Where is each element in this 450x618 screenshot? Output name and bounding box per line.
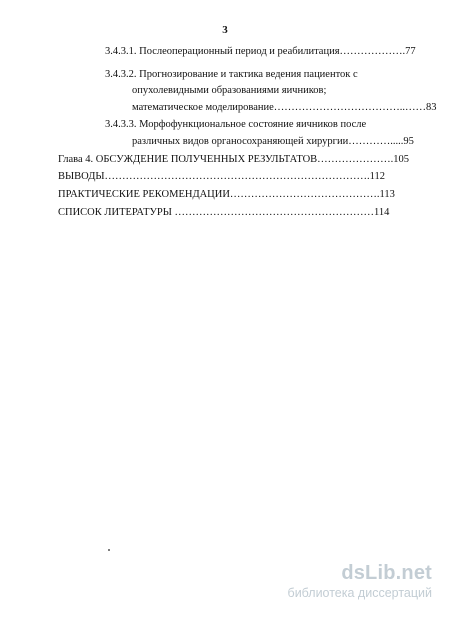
toc-entry-conclusions: ВЫВОДЫ………………………………………………………………….112 [58,171,386,182]
watermark [232,562,432,604]
toc-entry-3-4-3-2-cont1: опухолевидными образованиями яичников; [132,85,327,96]
toc-entry-chapter-4: Глава 4. ОБСУЖДЕНИЕ ПОЛУЧЕННЫХ РЕЗУЛЬТАТОВ………………….105 [58,154,410,165]
toc-entry-3-4-3-3-cont: различных видов органосохраняющей хирургии………….....95 [132,136,414,147]
watermark-logo: dsLib.net [341,562,432,584]
toc-entry-3-4-3-1: 3.4.3.1. Послеоперационный период и реабилитация……………….77 [105,46,416,57]
toc-entry-references: СПИСОК ЛИТЕРАТУРЫ …………………………………………………114 [58,207,390,218]
toc-entry-3-4-3-3: 3.4.3.3. Морфофункциональное состояние яичников после [105,119,367,130]
toc-entry-3-4-3-2: 3.4.3.2. Прогнозирование и тактика ведения пациенток с [105,69,358,80]
toc-entry-3-4-3-2-cont2: математическое моделирование………………………………..……83 [132,102,437,113]
stray-dot [108,549,110,551]
page-number: 3 [222,24,228,36]
watermark-subtitle: библиотека диссертаций [287,586,432,600]
toc-entry-recommendations: ПРАКТИЧЕСКИЕ РЕКОМЕНДАЦИИ…………………………………….113 [58,189,395,200]
